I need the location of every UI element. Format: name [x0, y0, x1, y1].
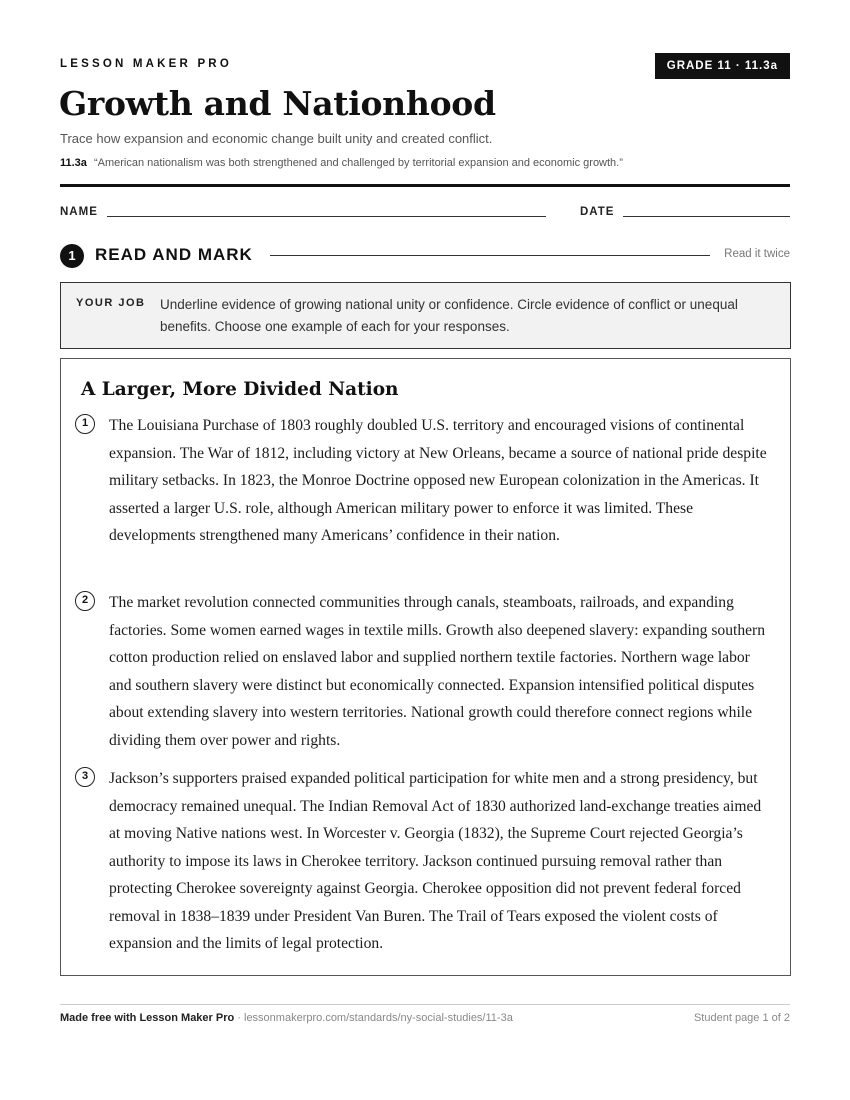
standard-code: 11.3a	[60, 157, 87, 169]
footer-divider	[60, 1004, 790, 1005]
paragraph-number: 1	[75, 414, 95, 434]
date-label: DATE	[580, 206, 615, 218]
grade-badge: GRADE 11 · 11.3a	[655, 53, 790, 79]
section-divider	[270, 255, 710, 256]
instructions-label: YOUR JOB	[76, 297, 146, 309]
header-divider	[60, 184, 790, 187]
footer-page-number: Student page 1 of 2	[693, 1012, 790, 1024]
paragraph-number: 2	[75, 591, 95, 611]
footer-made-with: Made free with Lesson Maker Pro	[60, 1012, 235, 1024]
footer-url[interactable]: lessonmakerpro.com/standards/ny-social-studies/11-3a	[244, 1012, 513, 1024]
name-field[interactable]	[107, 216, 546, 217]
standard-text: “American nationalism was both strengthened and challenged by territorial expansion and economic growth.”	[93, 157, 623, 169]
footer-separator: ·	[234, 1012, 244, 1024]
paragraph: Jackson’s supporters praised expanded political participation for white men and a strong presidency, but democracy remained unequal. The Indian Removal Act of 1830 authorized land-exchange treaties aimed at moving Native nations west. In Worcester v. Georgia (1832), the Supreme Court rejected Georgia’s authority to impose its laws in Cherokee territory. Jackson continued pursuing removal rather than protecting Cherokee sovereignty against Georgia. Cherokee opposition did not prevent federal forced removal in 1838–1839 under President Van Buren. The Trail of Tears exposed the violent costs of expansion and the limits of legal protection.	[109, 770, 762, 952]
page-title: Growth and Nationhood	[59, 84, 496, 123]
standard-line	[60, 157, 623, 169]
paragraph-number: 3	[75, 767, 95, 787]
paragraph: The market revolution connected communities through canals, steamboats, railroads, and expanding factories. Some women earned wages in textile mills. Growth also deepened slavery: expanding southern cotton production relied on enslaved labor and supplied northern textile factories. Northern wage labor and southern slavery were distinct but economically connected. Expansion intensified political disputes about extending slavery into western territories. National growth could therefore connect regions while dividing them over power and rights.	[109, 594, 766, 749]
date-field[interactable]	[623, 216, 790, 217]
section-title: READ AND MARK	[95, 245, 253, 264]
page-subtitle: Trace how expansion and economic change built unity and created conflict.	[60, 131, 493, 146]
brand-name: LESSON MAKER PRO	[60, 58, 232, 70]
section-hint: Read it twice	[724, 248, 790, 260]
name-label: NAME	[60, 206, 98, 218]
instructions-box	[60, 282, 791, 349]
paragraph: The Louisiana Purchase of 1803 roughly doubled U.S. territory and encouraged visions of continental expansion. The War of 1812, including victory at New Orleans, became a source of national pride despite military setbacks. In 1823, the Monroe Doctrine opposed new European colonization in the Americas. It asserted a larger U.S. role, although American military power to enforce it was limited. These developments strengthened many Americans’ confidence in their nation.	[109, 417, 767, 544]
footer-credit	[60, 1012, 513, 1024]
section-number: 1	[60, 244, 84, 268]
reading-title: A Larger, More Divided Nation	[81, 379, 399, 400]
reading-passage	[60, 358, 791, 976]
instructions-text: Underline evidence of growing national unity or confidence. Circle evidence of conflict or unequal benefits. Choose one example of each for your responses.	[160, 297, 738, 334]
